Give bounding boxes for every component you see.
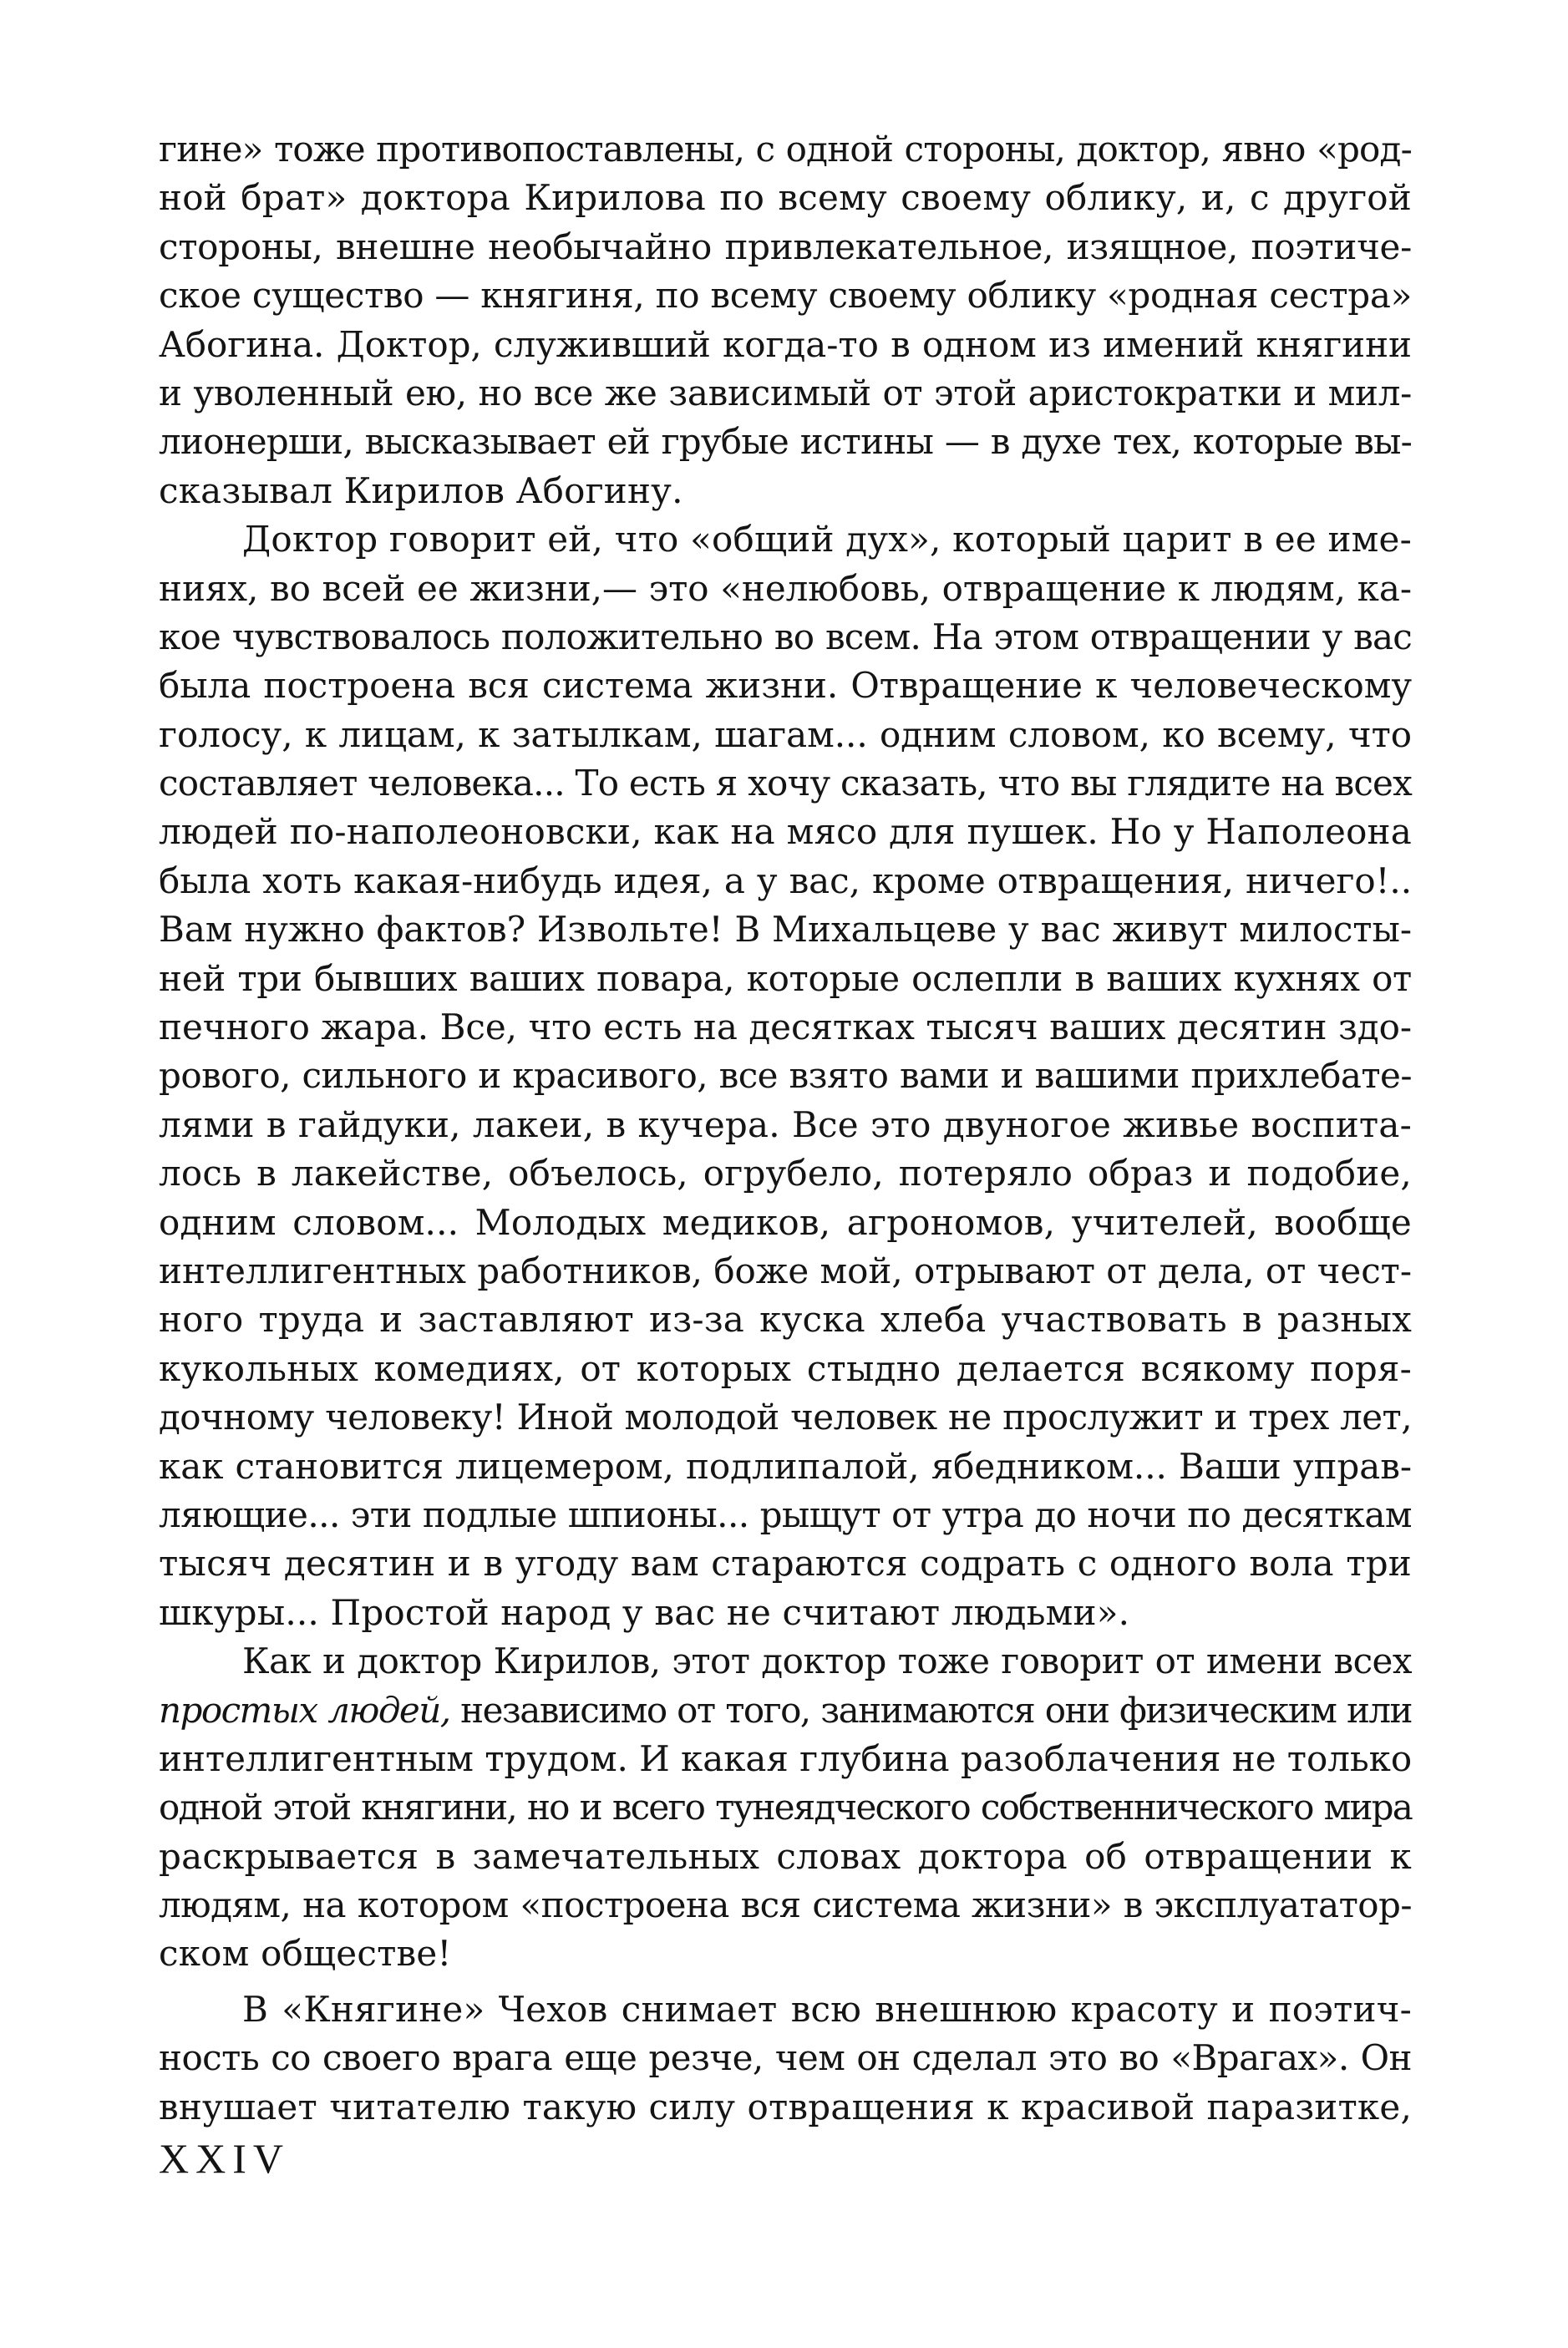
text-segment: независимо от того, занимаются они физическим или — [449, 1689, 1412, 1731]
text-line: стороны, внешне необычайно привлекательное, изящное, поэтиче- — [159, 226, 1412, 267]
text-line: дочному человеку! Иной молодой человек не прослужит и трех лет, — [159, 1397, 1412, 1438]
text-line: ниях, во всей ее жизни,— это «нелюбовь, отвращение к людям, ка- — [159, 567, 1412, 609]
text-line: ляющие... эти подлые шпионы... рыщут от утра до ночи по десяткам — [159, 1493, 1412, 1535]
text-line: ском обществе! — [159, 1933, 452, 1975]
paragraph-2 — [159, 515, 1412, 1637]
body-text — [159, 125, 1412, 2132]
text-line: Как и доктор Кирилов, этот доктор тоже говорит от имени всех — [242, 1641, 1412, 1682]
text-line: ней три бывших ваших повара, которые ослепли в ваших кухнях от — [159, 957, 1412, 999]
text-line: лями в гайдуки, лакеи, в кучера. Все это двуногое живье воспита- — [159, 1103, 1412, 1145]
text-line: Доктор говорит ей, что «общий дух», который царит в ее име- — [242, 519, 1412, 560]
text-line: интеллигентным трудом. И какая глубина разоблачения не только — [159, 1737, 1413, 1779]
text-line: интеллигентных работников, боже мой, отрывают от дела, от чест- — [159, 1250, 1412, 1291]
text-line-mixed — [159, 1686, 1412, 1735]
text-line: людей по-наполеоновски, как на мясо для пушек. Но у Наполеона — [159, 811, 1412, 853]
paragraph-1 — [159, 125, 1412, 515]
text-line: шкуры... Простой народ у вас не считают людьми». — [159, 1591, 1130, 1633]
text-line: Вам нужно фактов? Извольте! В Михальцеве у вас живут милосты- — [159, 909, 1412, 951]
text-line: была хоть какая-нибудь идея, а у вас, кроме отвращения, ничего!.. — [159, 860, 1412, 901]
text-line: ной брат» доктора Кирилова по всему своему облику, и, с другой — [159, 177, 1412, 219]
text-line: внушает читателю такую силу отвращения к красивой паразитке, — [159, 2086, 1412, 2127]
text-line: ного труда и заставляют из-за куска хлеба участвовать в разных — [159, 1299, 1412, 1341]
text-line: В «Княгине» Чехов снимает всю внешнюю красоту и поэтич- — [242, 1988, 1412, 2030]
text-line: печного жара. Все, что есть на десятках тысяч ваших десятин здо- — [159, 1007, 1412, 1048]
text-line: рового, сильного и красивого, все взято вами и вашими прихлебате- — [159, 1055, 1412, 1097]
text-line: как становится лицемером, подлипалой, ябедником... Ваши управ- — [159, 1445, 1412, 1487]
text-line: раскрывается в замечательных словах доктора об отвращении к — [159, 1835, 1412, 1877]
text-line: лось в лакействе, объелось, огрубело, потеряло образ и подобие, — [159, 1153, 1412, 1194]
page-number: XXIV — [159, 2135, 290, 2182]
text-line: и уволенный ею, но все же зависимый от этой аристократки и мил- — [159, 372, 1412, 413]
text-line: людям, на котором «построена вся система жизни» в эксплуататор- — [159, 1884, 1412, 1926]
text-line: одной этой княгини, но и всего тунеядческого собственнического мира — [159, 1787, 1412, 1828]
text-line: составляет человека... То есть я хочу сказать, что вы глядите на всех — [159, 763, 1412, 804]
text-line: кукольных комедиях, от которых стыдно делается всякому поря- — [159, 1347, 1412, 1389]
italic-emphasis: простых людей, — [159, 1689, 450, 1731]
text-line: Абогина. Доктор, служивший когда-то в одном из имений княгини — [159, 323, 1412, 365]
text-line: лионерши, высказывает ей грубые истины — в духе тех, которые вы- — [159, 421, 1412, 463]
text-line: одним словом... Молодых медиков, агрономов, учителей, вообще — [159, 1201, 1412, 1243]
text-line: гине» тоже противопоставлены, с одной стороны, доктор, явно «род- — [159, 129, 1412, 170]
text-line: тысяч десятин и в угоду вам стараются содрать с одного вола три — [159, 1543, 1412, 1585]
text-line: ское существо — княгиня, по всему своему облику «родная сестра» — [159, 275, 1412, 317]
paragraph-4 — [159, 1985, 1412, 2132]
text-line: сказывал Кирилов Абогину. — [159, 469, 683, 511]
text-line: ность со своего врага еще резче, чем он сделал это во «Врагах». Он — [159, 2037, 1412, 2079]
paragraph-3 — [159, 1637, 1412, 1979]
text-line: голосу, к лицам, к затылкам, шагам... одним словом, ко всему, что — [159, 713, 1412, 755]
text-line: кое чувствовалось положительно во всем. На этом отвращении у вас — [159, 616, 1412, 657]
text-line: была построена вся система жизни. Отвращение к человеческому — [159, 665, 1412, 707]
